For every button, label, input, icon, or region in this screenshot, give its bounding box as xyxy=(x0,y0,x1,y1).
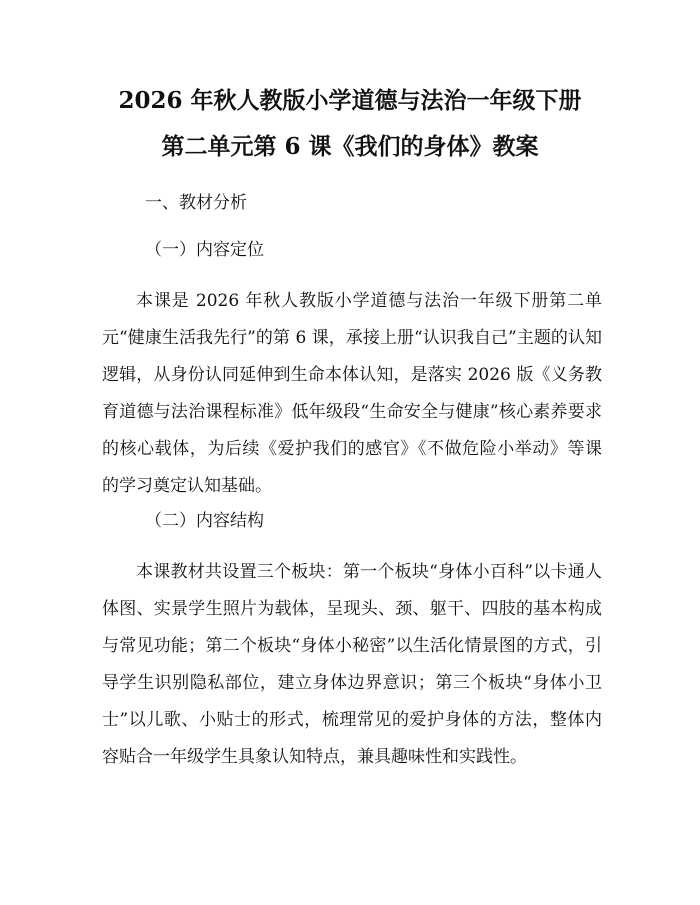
paragraph-content-structure: 本课教材共设置三个板块：第一个板块“身体小百科”以卡通人体图、实景学生照片为载体，呈现头、颈、躯干、四肢的基本构成与常见功能；第二个板块“身体小秘密”以生活化情景图的方式，引导学生识别隐私部位，建立身体边界意识；第三个板块“身体小卫士”以儿歌、小贴士的形式，梳理常见的爱护身体的方法，整体内容贴合一年级学生具象认知特点，兼具趣味性和实践性。 xyxy=(102,562,602,767)
subsection-heading-content-structure: （二）内容结构 xyxy=(145,511,264,531)
document-title-line-1: 2026 年秋人教版小学道德与法治一年级下册 xyxy=(118,87,582,114)
section-heading-textbook-analysis: 一、教材分析 xyxy=(145,193,247,213)
document-title-line-2: 第二单元第 6 课《我们的身体》教案 xyxy=(161,133,539,160)
subsection-heading-content-positioning: （一）内容定位 xyxy=(145,240,264,260)
paragraph-content-positioning: 本课是 2026 年秋人教版小学道德与法治一年级下册第二单元“健康生活我先行”的第 6 课，承接上册“认识我自己”主题的认知逻辑，从身份认同延伸到生命本体认知，是落实 2026 版《义务教育道德与法治课程标准》低年级段“生命安全与健康”核心素养要求的核心载体，为后续《爱护我们的感官》《不做危险小举动》等课的学习奠定认知基础。 xyxy=(102,291,602,496)
